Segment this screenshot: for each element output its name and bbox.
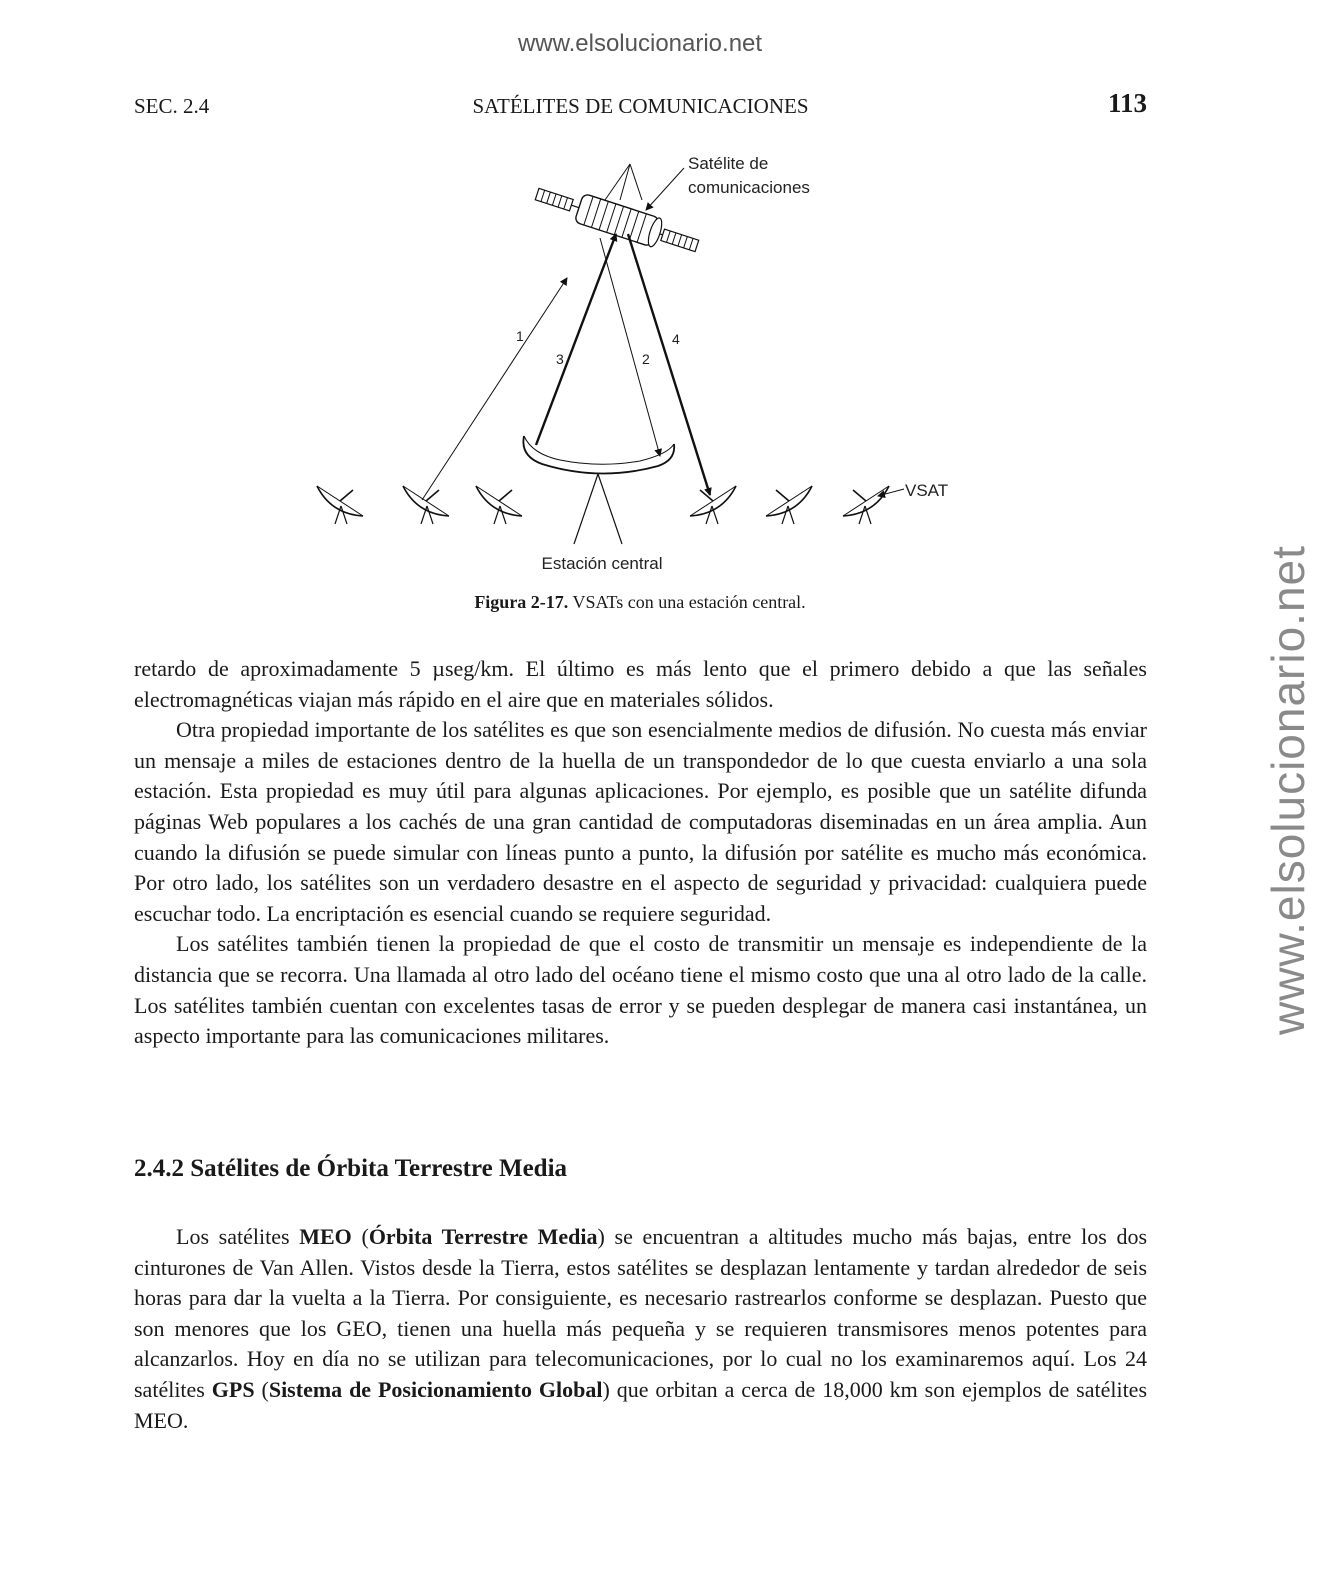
- page-number: 113: [1107, 88, 1147, 118]
- path-label-3: 3: [556, 351, 564, 367]
- paragraph-2: Otra propiedad importante de los satélites es que son esencialmente medios de difusión. No cuesta más enviar un mensaje a miles de estaciones dentro de la huella de un transpondedor de lo que cuesta enviarlo a una sola estación. Esta propiedad es muy útil para algunas aplicaciones. Por ejemplo, es posible que un satélite difunda páginas Web populares a los cachés de una gran cantidad de computadoras diseminadas en un área amplia. Aun cuando la difusión se puede simular con líneas punto a punto, la difusión por satélite es mucho más económica. Por otro lado, los satélites son un verdadero desastre en el aspecto de seguridad y privacidad: cualquiera puede escuchar todo. La encriptación es esencial cuando se requiere seguridad.: [134, 717, 1147, 926]
- signal-path-4: [628, 234, 710, 495]
- central-station-dish: [523, 436, 674, 544]
- paragraph-meo: Los satélites MEO (Órbita Terrestre Media) se encuentran a altitudes mucho más bajas, entre los dos cinturones de Van Allen. Vistos desde la Tierra, estos satélites se desplazan lentamente y tardan alrededor de seis horas para dar la vuelta a la Tierra. Por consiguiente, es necesario rastrearlos conforme se desplazan. Puesto que son menores que los GEO, tienen una huella más pequeña y se requieren transmisores menos potentes para alcanzarlos. Hoy en día no se utilizan para telecomunicaciones, por lo cual no los examinaremos aquí. Los 24 satélites GPS (Sistema de Posicionamiento Global) que orbitan a cerca de 18,000 km son ejemplos de satélites MEO.: [134, 1224, 1148, 1433]
- term-meo: MEO: [299, 1224, 352, 1249]
- vsat-dish-2: [403, 486, 449, 524]
- vsat-diagram-svg: [280, 148, 1000, 588]
- vsat-dish-3: [476, 486, 522, 524]
- term-meo-expansion: Órbita Terrestre Media: [368, 1224, 598, 1249]
- figure-caption: [0, 592, 1280, 613]
- signal-path-2: [600, 238, 660, 456]
- satellite-icon: [532, 180, 701, 260]
- paragraph-3: Los satélites también tienen la propiedad de que el costo de transmitir un mensaje es independiente de la distancia que se recorra. Una llamada al otro lado del océano tiene el mismo costo que una al otro lado de la calle. Los satélites también cuentan con excelentes tasas de error y se pueden desplegar de manera casi instantánea, un aspecto importante para las comunicaciones militares.: [134, 931, 1147, 1049]
- vsat-dish-5: [766, 486, 812, 524]
- section-heading: 2.4.2 Satélites de Órbita Terrestre Media: [134, 1155, 568, 1182]
- path-label-4: 4: [672, 331, 680, 347]
- signal-path-1: [422, 278, 567, 500]
- term-gps: GPS: [211, 1376, 255, 1402]
- vsat-dish-4: [690, 486, 736, 524]
- watermark-side: www.elsolucionario.net: [1262, 545, 1314, 1035]
- signal-path-3: [536, 234, 616, 445]
- watermark-top: www.elsolucionario.net: [517, 30, 763, 57]
- vsat-dish-6: [843, 486, 889, 524]
- path-label-2: 2: [642, 351, 650, 367]
- vsat-label: VSAT: [905, 481, 949, 500]
- figure-caption-text: VSATs con una estación central.: [572, 592, 806, 612]
- running-head-section: SEC. 2.4: [134, 94, 210, 118]
- figure-caption-label: Figura 2-17.: [474, 592, 569, 612]
- vsat-dish-1: [317, 486, 363, 524]
- term-gps-expansion: Sistema de Posicionamiento Global: [268, 1376, 603, 1402]
- figure-vsat-diagram: [280, 148, 1000, 588]
- satellite-label-line1: Satélite de: [688, 154, 769, 173]
- central-station-label: Estación central: [541, 554, 663, 573]
- satellite-antenna-beams: [605, 164, 642, 200]
- satellite-label-line2: comunicaciones: [688, 178, 810, 197]
- path-label-1: 1: [516, 328, 524, 344]
- running-head-title: SATÉLITES DE COMUNICACIONES: [472, 94, 809, 118]
- body-text-lower: [134, 1222, 1147, 1436]
- body-text-upper: [134, 654, 1147, 1052]
- running-head: [134, 90, 1147, 126]
- paragraph-1: retardo de aproximadamente 5 µseg/km. El último es más lento que el primero debido a que las señales electromagnéticas viajan más rápido en el aire que en materiales sólidos.: [134, 656, 1147, 712]
- satellite-callout-arrow: [646, 168, 684, 210]
